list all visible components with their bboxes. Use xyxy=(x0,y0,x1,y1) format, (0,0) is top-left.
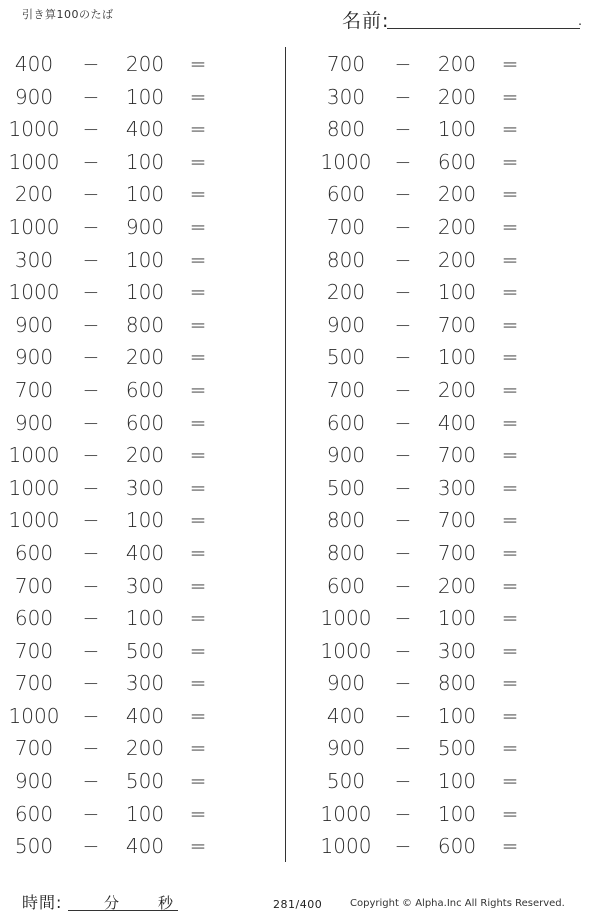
subtrahend: 300 xyxy=(437,475,477,500)
equals-sign: = xyxy=(189,834,207,859)
minuend: 900 xyxy=(14,410,54,435)
minuend: 1000 xyxy=(8,475,60,500)
minuend: 600 xyxy=(326,573,366,598)
equals-sign: = xyxy=(501,149,519,174)
problem-row xyxy=(0,570,280,603)
minuend: 500 xyxy=(326,769,366,794)
minuend: 900 xyxy=(326,671,366,696)
minuend: 1000 xyxy=(320,606,372,631)
problem-row xyxy=(312,81,592,114)
equals-sign: = xyxy=(189,117,207,142)
equals-sign: = xyxy=(501,52,519,76)
subtrahend: 100 xyxy=(125,280,165,305)
minus-sign: − xyxy=(82,443,100,468)
minus-sign: − xyxy=(394,443,412,468)
minuend: 1000 xyxy=(8,703,60,728)
equals-sign: = xyxy=(189,508,207,533)
subtrahend: 200 xyxy=(437,182,477,207)
subtrahend: 200 xyxy=(437,377,477,402)
equals-sign: = xyxy=(501,834,519,859)
minus-sign: − xyxy=(82,345,100,370)
minus-sign: − xyxy=(82,182,100,207)
minus-sign: − xyxy=(394,312,412,337)
minuend: 1000 xyxy=(8,280,60,305)
minuend: 300 xyxy=(326,84,366,109)
minus-sign: − xyxy=(394,84,412,109)
problem-row xyxy=(312,732,592,765)
minuend: 900 xyxy=(326,443,366,468)
equals-sign: = xyxy=(189,182,207,207)
minuend: 800 xyxy=(326,117,366,142)
subtrahend: 100 xyxy=(125,801,165,826)
problem-row xyxy=(312,146,592,179)
equals-sign: = xyxy=(189,638,207,663)
problem-row xyxy=(0,667,280,700)
equals-sign: = xyxy=(189,247,207,272)
name-field-line xyxy=(387,28,580,29)
equals-sign: = xyxy=(189,377,207,402)
minuend: 900 xyxy=(326,312,366,337)
problem-row xyxy=(312,211,592,244)
minus-sign: − xyxy=(82,834,100,859)
equals-sign: = xyxy=(501,801,519,826)
equals-sign: = xyxy=(501,443,519,468)
problem-row xyxy=(312,635,592,668)
minus-sign: − xyxy=(82,508,100,533)
subtrahend: 500 xyxy=(125,638,165,663)
minuend: 500 xyxy=(14,834,54,859)
subtrahend: 600 xyxy=(125,377,165,402)
minus-sign: − xyxy=(82,736,100,761)
problem-row xyxy=(312,830,592,863)
problem-row xyxy=(0,211,280,244)
minuend: 1000 xyxy=(8,443,60,468)
minuend: 700 xyxy=(326,214,366,239)
minuend: 600 xyxy=(14,606,54,631)
minuend: 200 xyxy=(326,280,366,305)
problem-row xyxy=(0,830,280,863)
name-area xyxy=(342,4,582,30)
equals-sign: = xyxy=(501,117,519,142)
problem-row xyxy=(0,309,280,342)
problem-row xyxy=(312,504,592,537)
minuend: 700 xyxy=(14,736,54,761)
equals-sign: = xyxy=(501,606,519,631)
subtrahend: 200 xyxy=(437,52,477,76)
minus-sign: − xyxy=(82,540,100,565)
equals-sign: = xyxy=(501,736,519,761)
minuend: 500 xyxy=(326,475,366,500)
subtrahend: 500 xyxy=(125,769,165,794)
minuend: 1000 xyxy=(320,801,372,826)
equals-sign: = xyxy=(501,769,519,794)
subtrahend: 100 xyxy=(437,280,477,305)
page-number: 281/400 xyxy=(273,898,323,911)
problem-row xyxy=(312,244,592,277)
minuend: 700 xyxy=(14,573,54,598)
subtrahend: 300 xyxy=(125,475,165,500)
minuend: 1000 xyxy=(320,834,372,859)
subtrahend: 100 xyxy=(125,247,165,272)
subtrahend: 500 xyxy=(437,736,477,761)
minus-sign: − xyxy=(82,606,100,631)
minus-sign: − xyxy=(394,540,412,565)
equals-sign: = xyxy=(189,312,207,337)
problem-row xyxy=(312,700,592,733)
minuend: 800 xyxy=(326,508,366,533)
subtrahend: 300 xyxy=(125,573,165,598)
equals-sign: = xyxy=(189,410,207,435)
minuend: 600 xyxy=(326,410,366,435)
minus-sign: − xyxy=(82,84,100,109)
minus-sign: − xyxy=(394,280,412,305)
subtrahend: 200 xyxy=(125,52,165,76)
problem-row xyxy=(0,732,280,765)
subtrahend: 400 xyxy=(437,410,477,435)
minus-sign: − xyxy=(394,475,412,500)
subtrahend: 300 xyxy=(437,638,477,663)
equals-sign: = xyxy=(501,638,519,663)
problem-row xyxy=(0,602,280,635)
minus-sign: − xyxy=(82,312,100,337)
minuend: 800 xyxy=(326,540,366,565)
equals-sign: = xyxy=(189,769,207,794)
equals-sign: = xyxy=(189,671,207,696)
minuend: 600 xyxy=(326,182,366,207)
problem-row xyxy=(0,374,280,407)
minus-sign: − xyxy=(82,638,100,663)
seconds-unit: 秒 xyxy=(158,894,174,912)
problem-row xyxy=(0,537,280,570)
minuend: 1000 xyxy=(8,149,60,174)
equals-sign: = xyxy=(189,280,207,305)
subtrahend: 600 xyxy=(437,149,477,174)
problem-row xyxy=(312,407,592,440)
minuend: 200 xyxy=(14,182,54,207)
minus-sign: − xyxy=(394,606,412,631)
equals-sign: = xyxy=(189,703,207,728)
subtrahend: 900 xyxy=(125,214,165,239)
equals-sign: = xyxy=(189,801,207,826)
minuend: 1000 xyxy=(320,149,372,174)
problem-column-right xyxy=(312,48,592,863)
subtrahend: 700 xyxy=(437,443,477,468)
problem-row xyxy=(312,537,592,570)
problem-row xyxy=(0,700,280,733)
minuend: 700 xyxy=(14,671,54,696)
subtrahend: 200 xyxy=(125,443,165,468)
minuend: 600 xyxy=(14,801,54,826)
subtrahend: 700 xyxy=(437,312,477,337)
equals-sign: = xyxy=(501,312,519,337)
worksheet-title: 引き算100のたば xyxy=(22,8,114,21)
equals-sign: = xyxy=(501,345,519,370)
problem-row xyxy=(0,81,280,114)
equals-sign: = xyxy=(189,52,207,76)
equals-sign: = xyxy=(501,214,519,239)
minus-sign: − xyxy=(394,801,412,826)
problem-row xyxy=(312,765,592,798)
name-label: 名前: xyxy=(342,10,390,32)
minus-sign: − xyxy=(82,52,100,76)
minus-sign: − xyxy=(394,345,412,370)
subtrahend: 100 xyxy=(437,703,477,728)
problem-row xyxy=(0,113,280,146)
problem-row xyxy=(312,798,592,831)
minuend: 1000 xyxy=(320,638,372,663)
equals-sign: = xyxy=(189,573,207,598)
minus-sign: − xyxy=(82,475,100,500)
problem-row xyxy=(0,48,280,81)
minus-sign: − xyxy=(394,410,412,435)
minuend: 400 xyxy=(326,703,366,728)
problem-row xyxy=(0,276,280,309)
subtrahend: 200 xyxy=(437,573,477,598)
minuend: 900 xyxy=(14,84,54,109)
subtrahend: 200 xyxy=(437,214,477,239)
subtrahend: 200 xyxy=(125,345,165,370)
subtrahend: 300 xyxy=(125,671,165,696)
equals-sign: = xyxy=(501,84,519,109)
minus-sign: − xyxy=(82,377,100,402)
equals-sign: = xyxy=(501,280,519,305)
subtrahend: 100 xyxy=(125,84,165,109)
equals-sign: = xyxy=(189,475,207,500)
subtrahend: 600 xyxy=(437,834,477,859)
subtrahend: 100 xyxy=(437,117,477,142)
minus-sign: − xyxy=(82,117,100,142)
equals-sign: = xyxy=(189,443,207,468)
problem-row xyxy=(0,244,280,277)
minuend: 600 xyxy=(14,540,54,565)
problem-row xyxy=(0,798,280,831)
problem-column-left xyxy=(0,48,280,863)
minus-sign: − xyxy=(82,573,100,598)
problem-row xyxy=(0,407,280,440)
minus-sign: − xyxy=(394,52,412,76)
equals-sign: = xyxy=(501,508,519,533)
problem-row xyxy=(0,178,280,211)
subtrahend: 100 xyxy=(437,606,477,631)
equals-sign: = xyxy=(501,182,519,207)
minuend: 700 xyxy=(326,377,366,402)
minuend: 1000 xyxy=(8,117,60,142)
minus-sign: − xyxy=(394,736,412,761)
subtrahend: 800 xyxy=(437,671,477,696)
subtrahend: 100 xyxy=(437,801,477,826)
problem-row xyxy=(312,309,592,342)
problem-row xyxy=(312,341,592,374)
equals-sign: = xyxy=(189,214,207,239)
equals-sign: = xyxy=(501,540,519,565)
subtrahend: 100 xyxy=(125,182,165,207)
minuend: 900 xyxy=(326,736,366,761)
subtrahend: 800 xyxy=(125,312,165,337)
problem-row xyxy=(0,341,280,374)
minus-sign: − xyxy=(394,214,412,239)
problem-row xyxy=(0,472,280,505)
equals-sign: = xyxy=(189,84,207,109)
minus-sign: − xyxy=(394,377,412,402)
minus-sign: − xyxy=(82,671,100,696)
equals-sign: = xyxy=(189,736,207,761)
minuend: 900 xyxy=(14,312,54,337)
minus-sign: − xyxy=(394,182,412,207)
subtrahend: 600 xyxy=(125,410,165,435)
problem-row xyxy=(0,146,280,179)
subtrahend: 200 xyxy=(437,84,477,109)
minus-sign: − xyxy=(82,410,100,435)
minuend: 700 xyxy=(14,377,54,402)
equals-sign: = xyxy=(501,671,519,696)
problem-row xyxy=(312,439,592,472)
subtrahend: 100 xyxy=(437,769,477,794)
minuend: 1000 xyxy=(8,214,60,239)
problem-row xyxy=(312,602,592,635)
minus-sign: − xyxy=(394,671,412,696)
problem-row xyxy=(0,504,280,537)
minus-sign: − xyxy=(82,149,100,174)
minus-sign: − xyxy=(394,638,412,663)
equals-sign: = xyxy=(501,573,519,598)
problem-row xyxy=(312,178,592,211)
problem-row xyxy=(0,439,280,472)
subtrahend: 100 xyxy=(437,345,477,370)
subtrahend: 400 xyxy=(125,117,165,142)
subtrahend: 100 xyxy=(125,606,165,631)
problem-row xyxy=(312,570,592,603)
minus-sign: − xyxy=(394,508,412,533)
equals-sign: = xyxy=(501,475,519,500)
problem-row xyxy=(312,276,592,309)
minus-sign: − xyxy=(394,834,412,859)
minuend: 400 xyxy=(14,52,54,76)
equals-sign: = xyxy=(189,149,207,174)
minutes-unit: 分 xyxy=(104,894,120,912)
problem-row xyxy=(312,374,592,407)
equals-sign: = xyxy=(501,377,519,402)
minus-sign: − xyxy=(394,247,412,272)
subtrahend: 200 xyxy=(437,247,477,272)
minuend: 700 xyxy=(14,638,54,663)
minus-sign: − xyxy=(82,280,100,305)
subtrahend: 400 xyxy=(125,703,165,728)
minus-sign: − xyxy=(394,149,412,174)
minus-sign: − xyxy=(394,573,412,598)
equals-sign: = xyxy=(189,606,207,631)
minuend: 900 xyxy=(14,769,54,794)
subtrahend: 400 xyxy=(125,834,165,859)
minus-sign: − xyxy=(82,801,100,826)
minus-sign: − xyxy=(82,703,100,728)
problem-row xyxy=(312,667,592,700)
equals-sign: = xyxy=(501,703,519,728)
copyright-notice: Copyright © Alpha.Inc All Rights Reserved. xyxy=(350,898,565,909)
minus-sign: − xyxy=(394,703,412,728)
subtrahend: 200 xyxy=(125,736,165,761)
minus-sign: − xyxy=(82,247,100,272)
minuend: 900 xyxy=(14,345,54,370)
problem-row xyxy=(312,48,592,81)
minuend: 300 xyxy=(14,247,54,272)
subtrahend: 100 xyxy=(125,149,165,174)
equals-sign: = xyxy=(189,540,207,565)
problem-row xyxy=(0,635,280,668)
name-field-end-dot: . xyxy=(578,14,582,28)
minus-sign: − xyxy=(82,769,100,794)
subtrahend: 700 xyxy=(437,540,477,565)
subtrahend: 400 xyxy=(125,540,165,565)
minus-sign: − xyxy=(394,117,412,142)
equals-sign: = xyxy=(189,345,207,370)
minus-sign: − xyxy=(82,214,100,239)
minuend: 800 xyxy=(326,247,366,272)
column-divider xyxy=(285,47,286,862)
time-label: 時間: xyxy=(22,893,63,912)
problem-row xyxy=(312,472,592,505)
minuend: 500 xyxy=(326,345,366,370)
equals-sign: = xyxy=(501,247,519,272)
problem-row xyxy=(0,765,280,798)
problem-row xyxy=(312,113,592,146)
subtrahend: 100 xyxy=(125,508,165,533)
minuend: 700 xyxy=(326,52,366,76)
minus-sign: − xyxy=(394,769,412,794)
equals-sign: = xyxy=(501,410,519,435)
minuend: 1000 xyxy=(8,508,60,533)
subtrahend: 700 xyxy=(437,508,477,533)
